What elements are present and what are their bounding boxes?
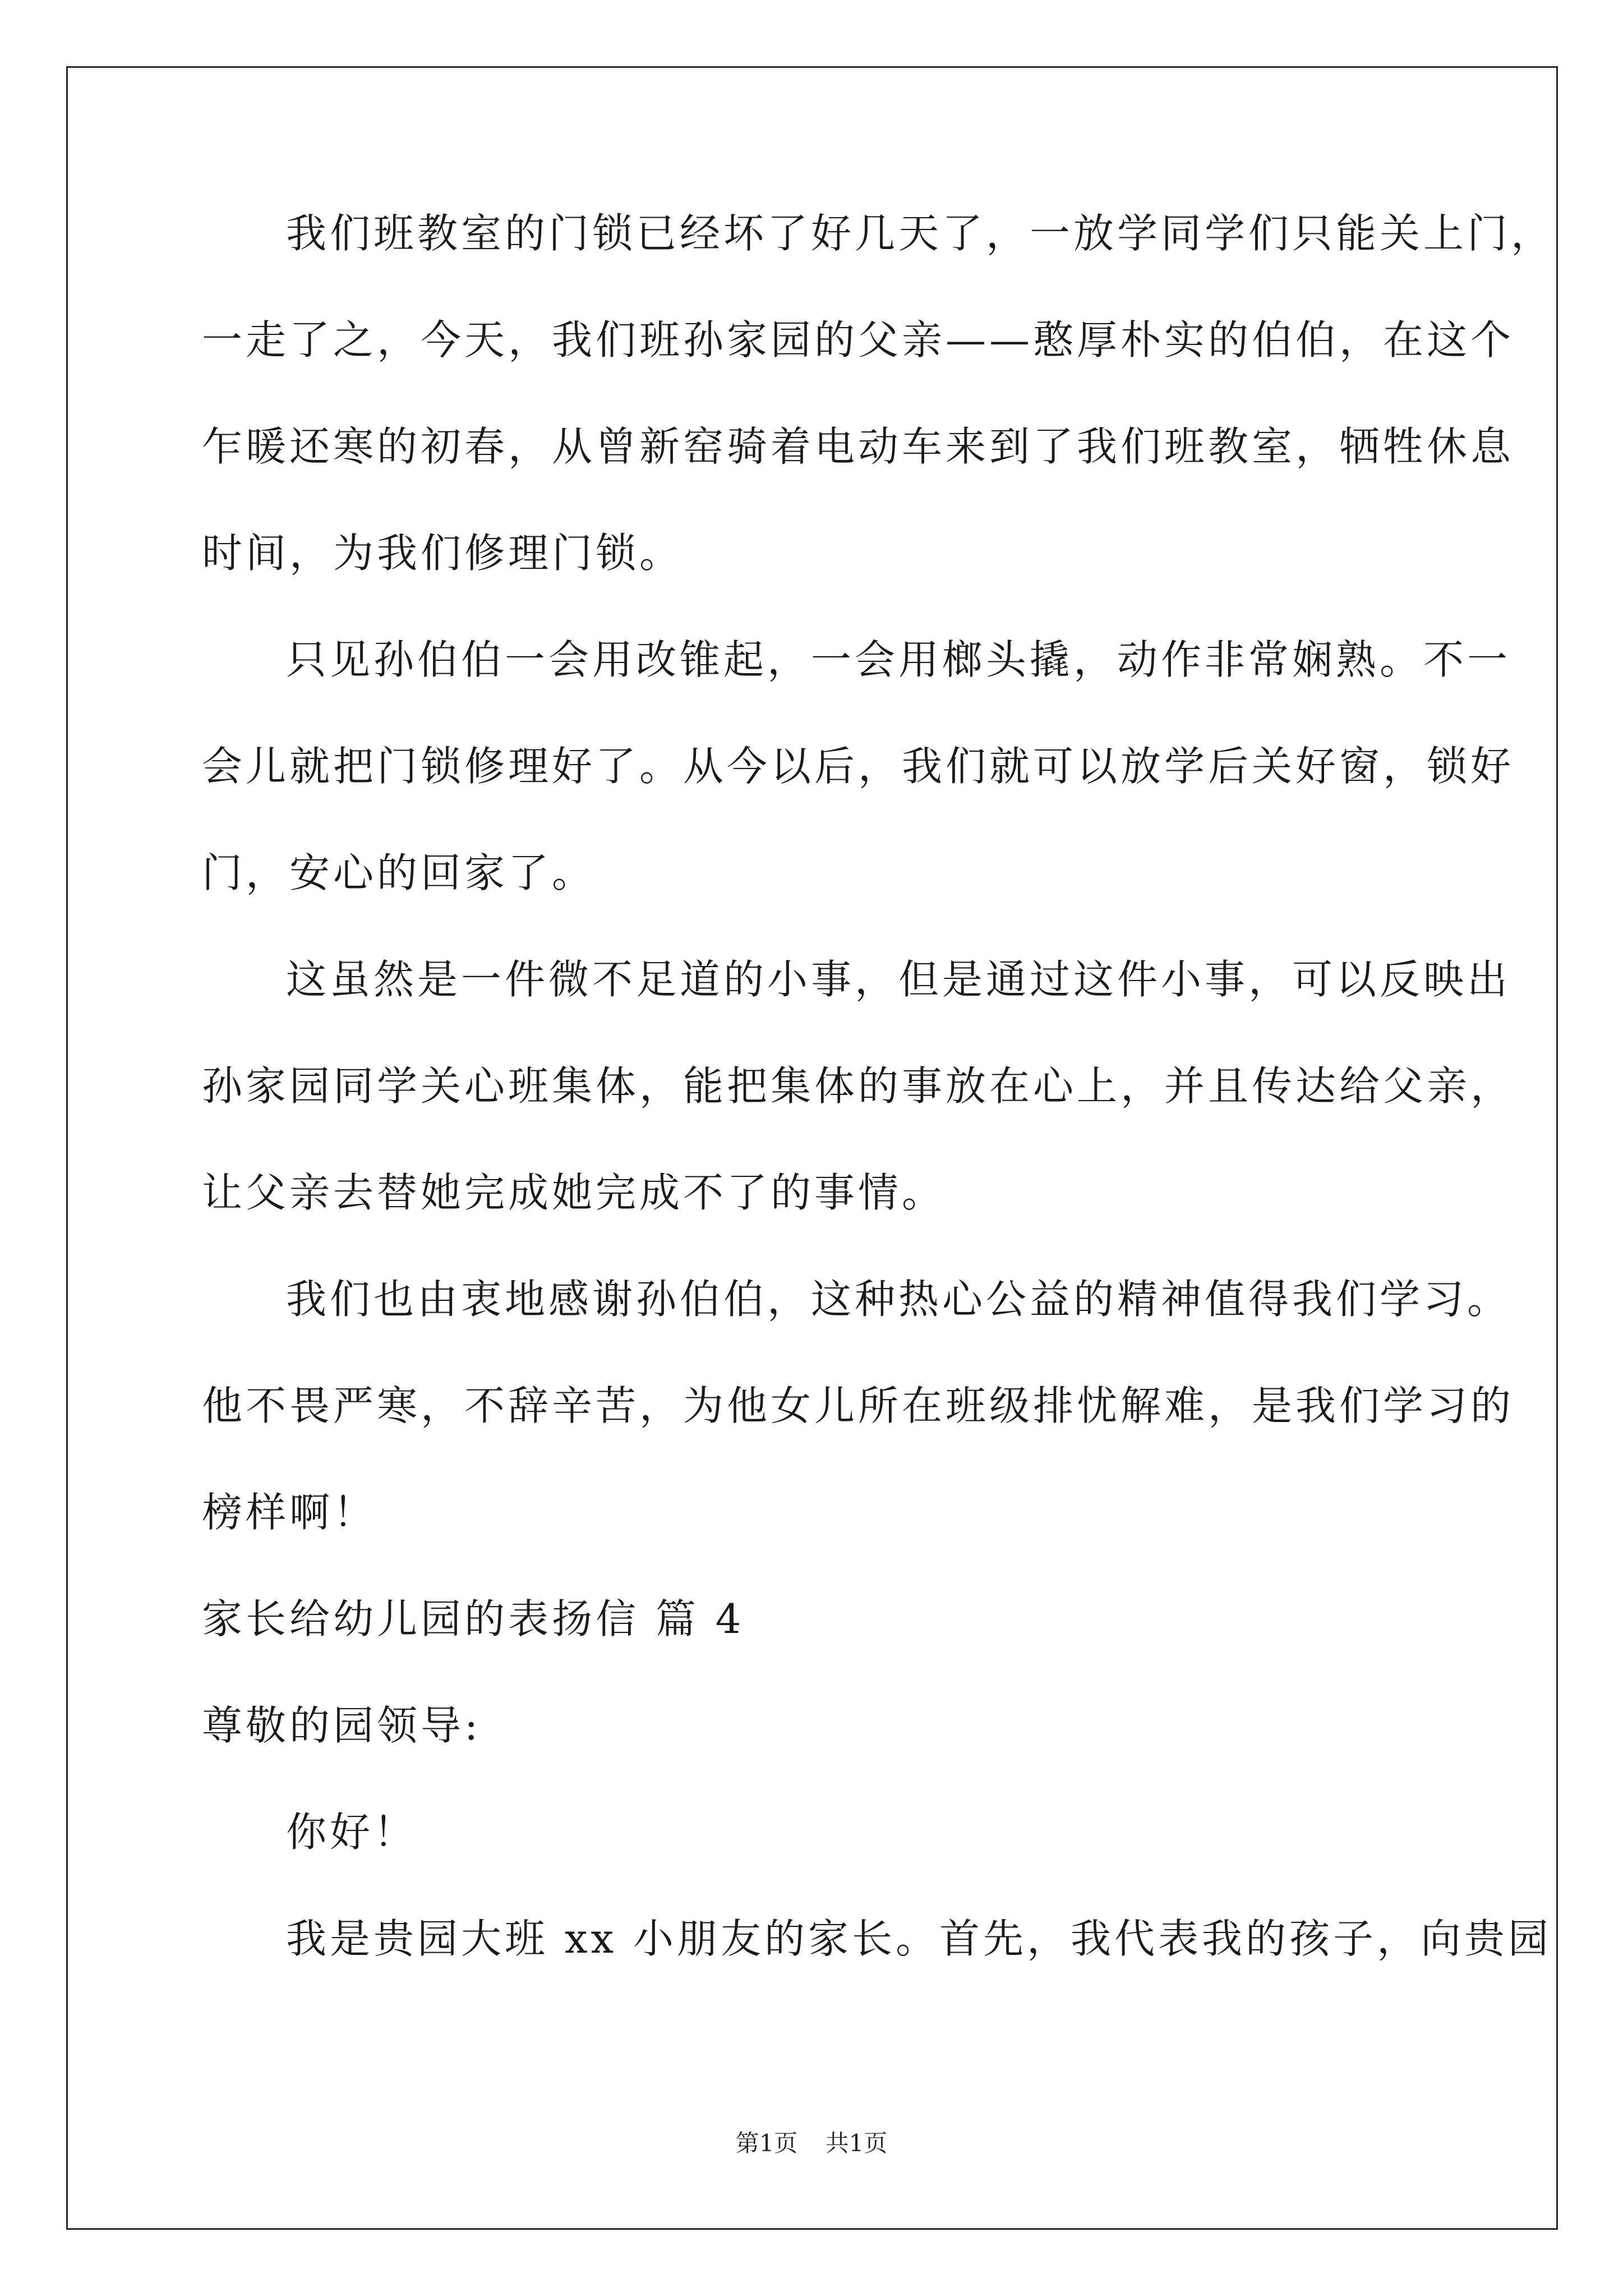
paragraph-line-3: 乍暖还寒的初春，从曾新窑骑着电动车来到了我们班教室，牺牲休息	[202, 423, 1515, 470]
paragraph-line-7: 门，安心的回家了。	[202, 849, 596, 896]
salutation: 尊敬的园领导:	[202, 1702, 482, 1749]
paragraph-line-17: 我是贵园大班 xx 小朋友的家长。首先，我代表我的孩子，向贵园	[286, 1915, 1552, 1962]
paragraph-line-4: 时间，为我们修理门锁。	[202, 530, 684, 577]
paragraph-line-8: 这虽然是一件微不足道的小事，但是通过这件小事，可以反映出	[286, 956, 1511, 1003]
paragraph-line-12: 他不畏严寒，不辞辛苦，为他女儿所在班级排忧解难，是我们学习的	[202, 1382, 1515, 1429]
paragraph-line-1: 我们班教室的门锁已经坏了好几天了，一放学同学们只能关上门，	[286, 210, 1555, 257]
document-body	[202, 210, 1555, 2025]
paragraph-line-11: 我们也由衷地感谢孙伯伯，这种热心公益的精神值得我们学习。	[286, 1276, 1511, 1323]
page-total: 共1页	[825, 2129, 888, 2157]
page-number: 第1页	[735, 2129, 798, 2157]
paragraph-line-10: 让父亲去替她完成她完成不了的事情。	[202, 1169, 946, 1216]
paragraph-line-9: 孙家园同学关心班集体，能把集体的事放在心上，并且传达给父亲，	[202, 1062, 1515, 1110]
section-heading: 家长给幼儿园的表扬信 篇 4	[202, 1595, 745, 1642]
page-footer	[0, 2129, 1623, 2157]
paragraph-line-2: 一走了之，今天，我们班孙家园的父亲——憨厚朴实的伯伯，在这个	[202, 316, 1515, 364]
paragraph-line-13: 榜样啊！	[202, 1489, 377, 1536]
paragraph-line-5: 只见孙伯伯一会用改锥起，一会用榔头撬，动作非常娴熟。不一	[286, 636, 1511, 683]
paragraph-line-6: 会儿就把门锁修理好了。从今以后，我们就可以放学后关好窗，锁好	[202, 743, 1515, 790]
greeting: 你好！	[286, 1809, 418, 1856]
